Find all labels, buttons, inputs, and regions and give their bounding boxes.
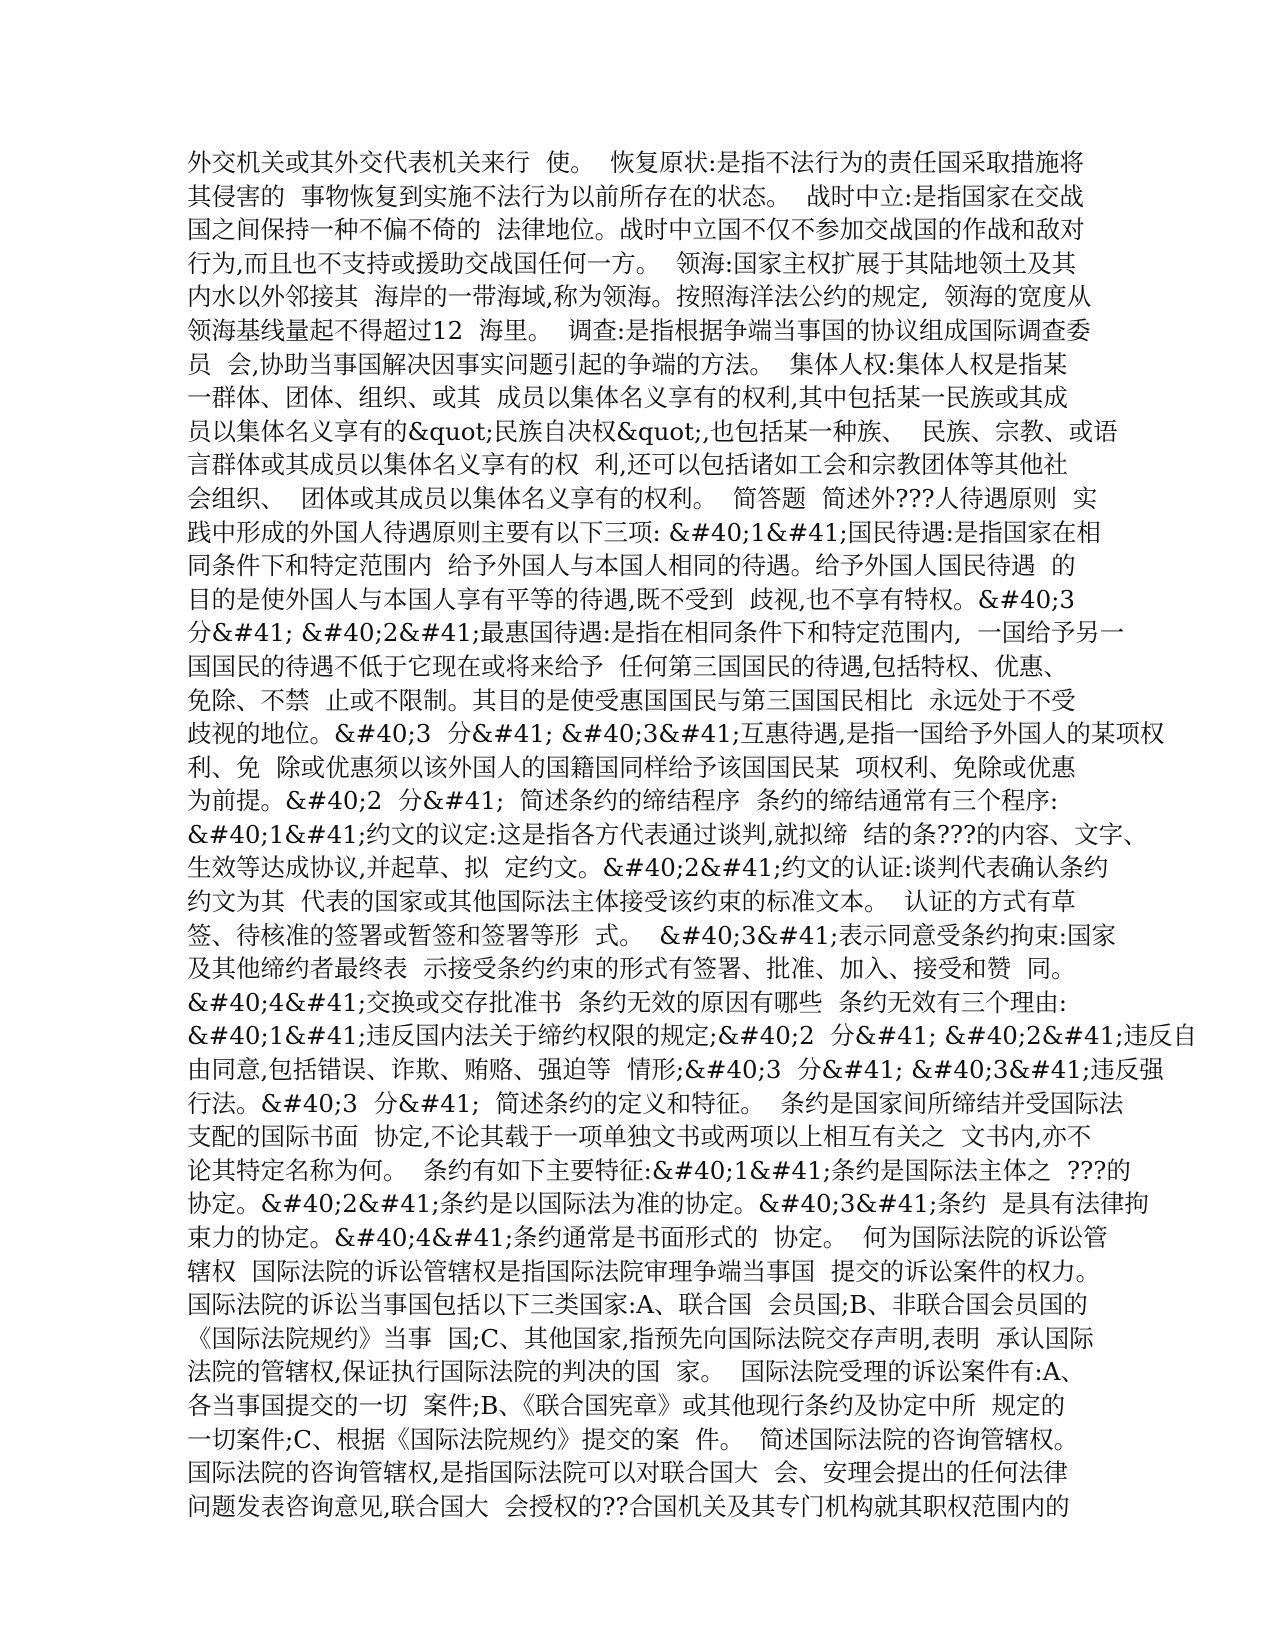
body-text — [187, 146, 1197, 1523]
text-line: 束力的协定。&#40;4&#41;条约通常是书面形式的 协定。 何为国际法院的诉讼管 — [187, 1223, 1108, 1252]
text-line: 会组织、 团体或其成员以集体名义享有的权利。 简答题 简述外???人待遇原则 实 — [187, 483, 1098, 513]
text-line: 协定。&#40;2&#41;条约是以国际法为准的协定。&#40;3&#41;条约 是具有法律拘 — [187, 1189, 1149, 1219]
text-line: 支配的国际书面 协定,不论其载于一项单独文书或两项以上相互有关之 文书内,亦不 — [187, 1122, 1092, 1152]
text-line: 法院的管辖权,保证执行国际法院的判决的国 家。 国际法院受理的诉讼案件有:A、 — [187, 1357, 1085, 1387]
text-line: 国国民的待遇不低于它现在或将来给予 任何第三国国民的待遇,包括特权、优惠、 — [187, 651, 1068, 681]
text-line: &#40;4&#41;交换或交存批准书 条约无效的原因有哪些 条约无效有三个理由: — [187, 987, 1068, 1017]
text-line: 《国际法院规约》当事 国;C、其他国家,指预先向国际法院交存声明,表明 承认国际 — [187, 1323, 1094, 1353]
text-line: 歧视的地位。&#40;3 分&#41; &#40;3&#41;互惠待遇,是指一国给予外国人的某项权 — [187, 719, 1165, 749]
text-line: 行为,而且也不支持或援助交战国任何一方。 领海:国家主权扩展于其陆地领土及其 — [187, 248, 1077, 278]
text-line: 为前提。&#40;2 分&#41; 简述条约的缔结程序 条约的缔结通常有三个程序: — [187, 786, 1059, 816]
text-line: 国际法院的诉讼当事国包括以下三类国家:A、联合国 会员国;B、非联合国会员国的 — [187, 1290, 1088, 1320]
text-line: 辖权 国际法院的诉讼管辖权是指国际法院审理争端当事国 提交的诉讼案件的权力。 — [187, 1256, 1101, 1286]
text-line: 由同意,包括错误、诈欺、贿赂、强迫等 情形;&#40;3 分&#41; &#40;3&#41;违反强 — [187, 1055, 1164, 1085]
text-line: 一群体、团体、组织、或其 成员以集体名义享有的权利,其中包括某一民族或其成 — [187, 383, 1068, 413]
text-line: 同条件下和特定范围内 给予外国人与本国人相同的待遇。给予外国人国民待遇 的 — [187, 551, 1076, 581]
text-line: 言群体或其成员以集体名义享有的权 利,还可以包括诸如工会和宗教团体等其他社 — [187, 450, 1068, 480]
text-line: 目的是使外国人与本国人享有平等的待遇,既不受到 歧视,也不享有特权。&#40;3 — [187, 584, 1076, 614]
text-line: 外交机关或其外交代表机关来行 使。 恢复原状:是指不法行为的责任国采取措施将 — [187, 148, 1084, 177]
text-line: 其侵害的 事物恢复到实施不法行为以前所存在的状态。 战时中立:是指国家在交战 — [187, 181, 1084, 211]
text-line: 生效等达成协议,并起草、拟 定约文。&#40;2&#41;约文的认证:谈判代表确认条约 — [187, 853, 1109, 883]
text-line: 问题发表咨询意见,联合国大 会授权的??合国机关及其专门机构就其职权范围内的 — [187, 1491, 1070, 1521]
text-line: 论其特定名称为何。 条约有如下主要特征:&#40;1&#41;条约是国际法主体之 ???的 — [187, 1155, 1131, 1185]
text-line: 约文为其 代表的国家或其他国际法主体接受该约束的标准文本。 认证的方式有草 — [187, 887, 1076, 917]
text-line: 国之间保持一种不偏不倚的 法律地位。战时中立国不仅不参加交战国的作战和敌对 — [187, 215, 1085, 245]
text-line: &#40;1&#41;约文的议定:这是指各方代表通过谈判,就拟缔 结的条???的内容、文字、 — [187, 819, 1148, 849]
text-line: 免除、不禁 止或不限制。其目的是使受惠国国民与第三国国民相比 永远处于不受 — [187, 685, 1076, 715]
text-line: 国际法院的咨询管辖权,是指国际法院可以对联合国大 会、安理会提出的任何法律 — [187, 1458, 1068, 1488]
text-line: 员 会,协助当事国解决因事实问题引起的争端的方法。 集体人权:集体人权是指某 — [187, 349, 1068, 379]
text-line: 一切案件;C、根据《国际法院规约》提交的案 件。 简述国际法院的咨询管辖权。 — [187, 1424, 1079, 1454]
text-line: 分&#41; &#40;2&#41;最惠国待遇:是指在相同条件下和特定范围内, 一国给予另一 — [187, 618, 1125, 648]
text-line: 内水以外邻接其 海岸的一带海域,称为领海。按照海洋法公约的规定, 领海的宽度从 — [187, 282, 1092, 312]
text-line: 各当事国提交的一切 案件;B、《联合国宪章》或其他现行条约及协定中所 规定的 — [187, 1390, 1066, 1420]
text-line: 利、免 除或优惠须以该外国人的国籍国同样给予该国国民某 项权利、免除或优惠 — [187, 752, 1076, 782]
text-line: 践中形成的外国人待遇原则主要有以下三项: &#40;1&#41;国民待遇:是指国家在相 — [187, 517, 1101, 547]
text-line: 行法。&#40;3 分&#41; 简述条约的定义和特征。 条约是国家间所缔结并受国际法 — [187, 1088, 1124, 1118]
text-line: 领海基线量起不得超过12 海里。 调查:是指根据争端当事国的协议组成国际调查委 — [187, 315, 1091, 345]
text-line: 及其他缔约者最终表 示接受条约约束的形式有签署、批准、加入、接受和赞 同。 — [187, 954, 1076, 984]
text-line: 签、待核准的签署或暂签和签署等形 式。 &#40;3&#41;表示同意受条约拘束:国家 — [187, 920, 1117, 950]
text-line: &#40;1&#41;违反国内法关于缔约权限的规定;&#40;2 分&#41; &#40;2&#41;违反自 — [187, 1021, 1197, 1051]
text-line: 员以集体名义享有的&quot;民族自决权&quot;,也包括某一种族、 民族、宗教、或语 — [187, 416, 1118, 446]
